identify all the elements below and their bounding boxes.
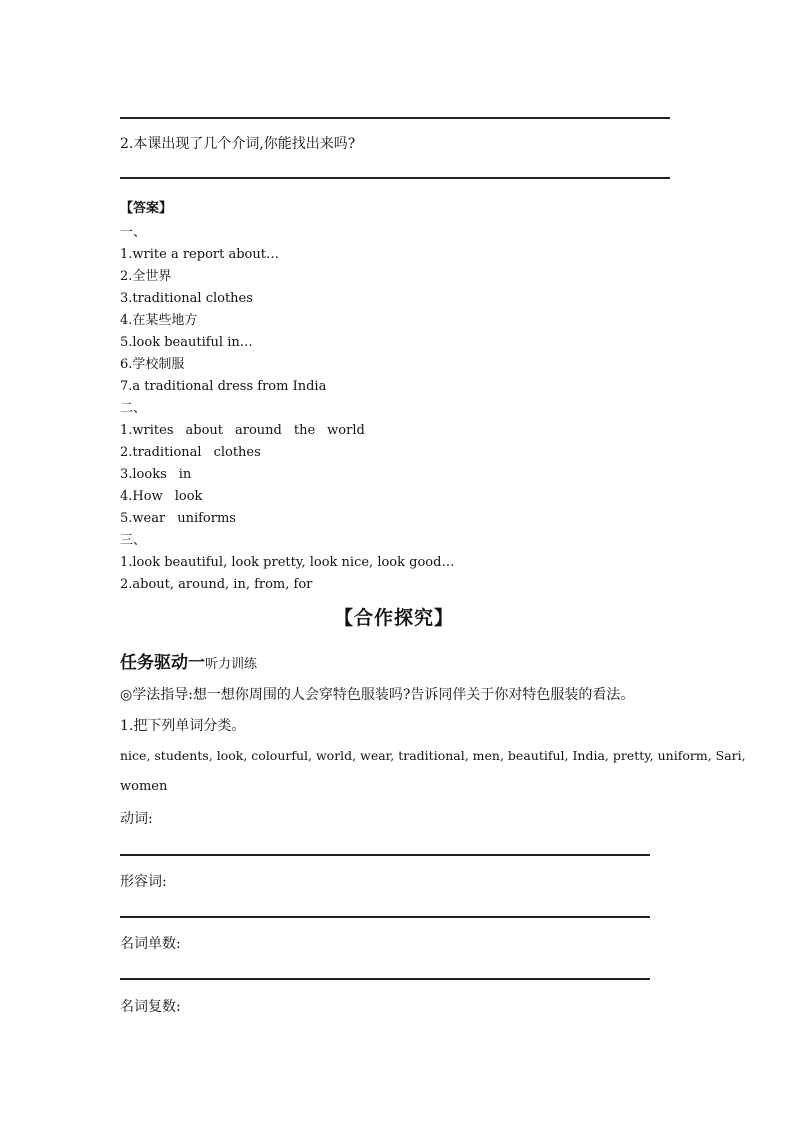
answer-label: 【答案】 [120,201,173,216]
answer-word: in [178,467,192,482]
noun-singular-answer-line[interactable] [120,978,650,980]
part1-item: 1.write a report about… [120,247,279,262]
part1-item: 6.学校制服 [120,357,185,372]
category-verb: 动词: [120,811,153,827]
answer-word: the [293,423,316,438]
answer-word: clothes [213,445,261,460]
word-list-line-1: nice, students, look, colourful, world, wear, traditional, men, beautiful, India, pretty, uniform, Sari, [120,748,746,763]
part2-item [120,445,261,461]
part1-item: 7.a traditional dress from India [120,379,327,394]
part1-item: 3.traditional clothes [120,291,253,306]
part2-item [120,423,365,439]
study-guide: ◎学法指导:想一想你周围的人会穿特色服装吗?告诉同伴关于你对特色服装的看法。 [120,687,635,703]
category-adjective: 形容词: [120,874,167,890]
part1-item: 4.在某些地方 [120,313,198,328]
answer-word: around [235,423,282,438]
part3-item: 2.about, around, in, from, for [120,577,313,592]
answer-word: look [174,489,203,504]
part2-item [120,467,191,483]
part3-heading: 三、 [120,533,147,548]
answer-word: 2.traditional [120,445,202,460]
verb-answer-line[interactable] [120,854,650,856]
part3-item: 1.look beautiful, look pretty, look nice, look good… [120,555,455,570]
instruction: 1.把下列单词分类。 [120,718,246,734]
part1-item: 2.全世界 [120,269,172,284]
part2-heading: 二、 [120,401,147,416]
answer-word: 5.wear [120,511,166,526]
section-title: 【合作探究】 [334,607,455,629]
task-subtitle: 听力训练 [205,657,258,672]
answer-line-2[interactable] [120,177,670,179]
answer-word: world [327,423,365,438]
question-2: 2.本课出现了几个介词,你能找出来吗? [120,136,356,152]
answer-word: 4.How [120,489,163,504]
part2-item [120,489,202,505]
task-heading [120,648,257,673]
category-noun-singular: 名词单数: [120,936,181,952]
answer-word: 3.looks [120,467,167,482]
answer-word: uniforms [177,511,236,526]
category-noun-plural: 名词复数: [120,999,181,1015]
answer-word: 1.writes [120,423,174,438]
answer-word: about [185,423,223,438]
answer-line-1[interactable] [120,117,670,119]
part1-heading: 一、 [120,225,147,240]
word-list-line-2: women [120,779,168,794]
task-title: 任务驱动一 [120,653,205,673]
adjective-answer-line[interactable] [120,916,650,918]
part1-item: 5.look beautiful in… [120,335,253,350]
part2-item [120,511,236,527]
